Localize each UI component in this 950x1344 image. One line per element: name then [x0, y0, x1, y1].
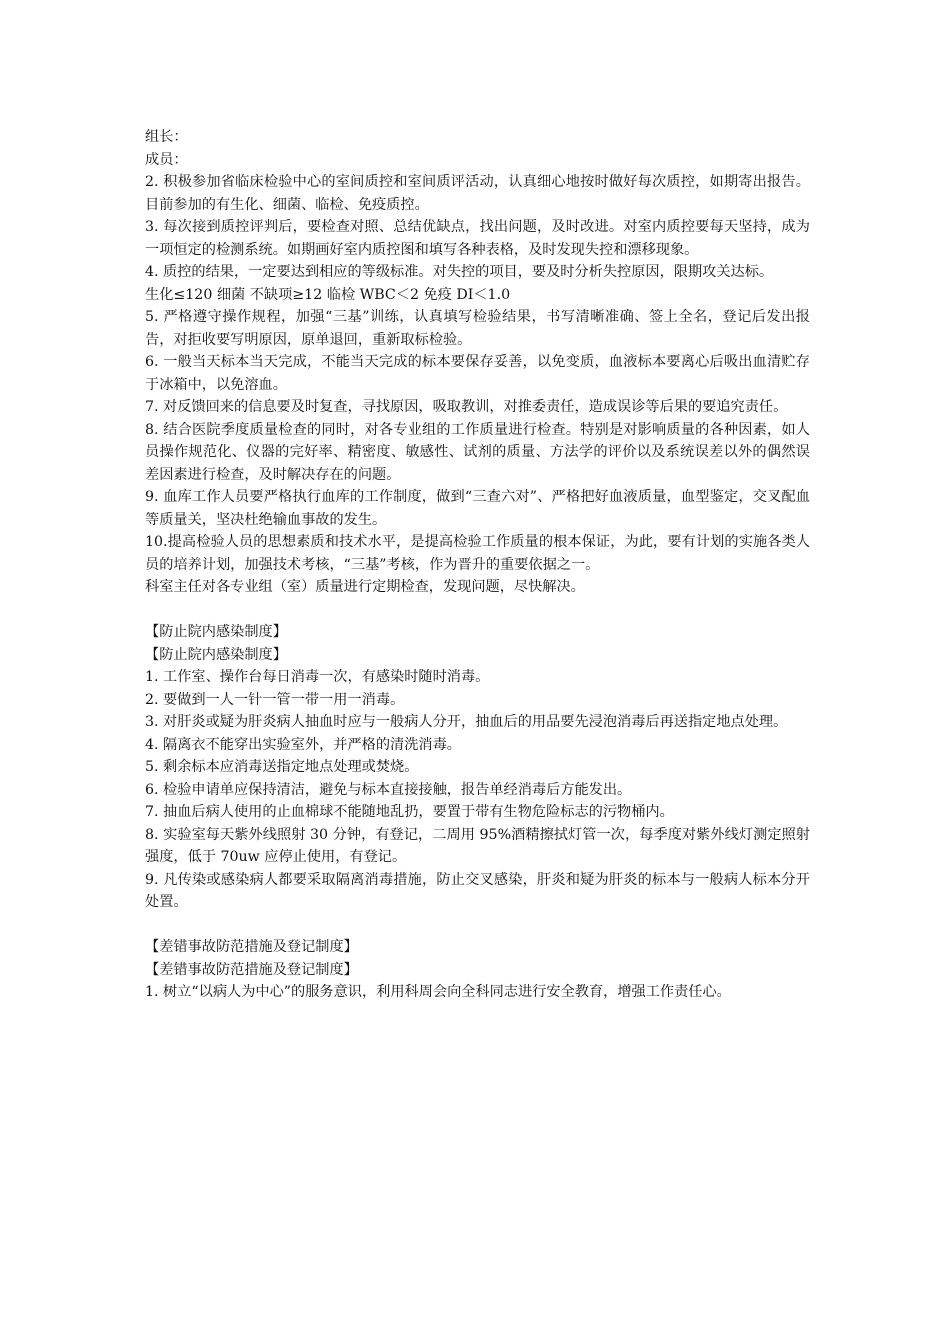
infection-item-4: 4. 隔离衣不能穿出实验室外，并严格的清洗消毒。 — [145, 736, 461, 753]
infection-item-6: 6. 检验申请单应保持清洁，避免与标本直接接触，报告单经消毒后方能发出。 — [145, 781, 632, 798]
infection-item-7: 7. 抽血后病人使用的止血棉球不能随地乱扔，要置于带有生物危险标志的污物桶内。 — [145, 804, 674, 820]
infection-item-1: 1. 工作室、操作台每日消毒一次，有感染时随时消毒。 — [145, 669, 490, 685]
infection-item-9: 9. 凡传染或感染病人都要采取隔离消毒措施，防止交叉感染，肝炎和疑为肝炎的标本与一般病人标本分开处置。 — [145, 871, 810, 910]
section-heading: 【防止院内感染制度】 — [145, 624, 287, 640]
error-prevention-section — [145, 936, 810, 1004]
document-page — [145, 126, 810, 1004]
spacer — [145, 914, 810, 937]
infection-control-section — [145, 621, 810, 914]
infection-item-2: 2. 要做到一人一针一管一带一用一消毒。 — [145, 691, 405, 708]
standards-line: 生化≤120 细菌 不缺项≥12 临检 WBC＜2 免疫 DI＜1.0 — [145, 286, 511, 303]
paragraph-item-3: 3. 每次接到质控评判后，要检查对照、总结优缺点，找出问题，及时改进。对室内质控要每天坚持，成为一项恒定的检测系统。如期画好室内质控图和填写各种表格，及时发现失控和漂移现象。 — [145, 219, 810, 258]
section-heading: 【差错事故防范措施及登记制度】 — [145, 939, 358, 955]
infection-item-8: 8. 实验室每天紫外线照射 30 分钟，有登记，二周用 95%酒精擦拭灯管一次，每季度对紫外线灯测定照射强度，低于 70uw 应停止使用，有登记。 — [145, 826, 810, 865]
paragraph-item-6: 6. 一般当天标本当天完成，不能当天完成的标本要保存妥善，以免变质，血液标本要离心后吸出血清贮存于冰箱中，以免溶血。 — [145, 354, 810, 393]
quality-control-section — [145, 126, 810, 599]
group-leader-line: 组长： — [145, 129, 188, 145]
section-subheading: 【防止院内感染制度】 — [145, 646, 287, 663]
paragraph-item-8: 8. 结合医院季度质量检查的同时，对各专业组的工作质量进行检查。特别是对影响质量的各种因素，如人员操作规范化、仪器的完好率、精密度、敏感性、试剂的质量、方法学的评价以及系统误差以外的偶然误差因素进行检查，及时解决存在的问题。 — [145, 421, 810, 483]
paragraph-item-4: 4. 质控的结果，一定要达到相应的等级标准。对失控的项目，要及时分析失控原因，限期攻关达标。 — [145, 264, 774, 280]
paragraph-item-7: 7. 对反馈回来的信息要及时复查，寻找原因，吸取教训，对推委责任，造成误诊等后果的要追究责任。 — [145, 399, 788, 415]
members-line: 成员： — [145, 151, 188, 168]
paragraph-item-10: 10.提高检验人员的思想素质和技术水平，是提高检验工作质量的根本保证，为此，要有计划的实施各类人员的培养计划，加强技术考核，“三基”考核，作为晋升的重要依据之一。 — [145, 534, 810, 573]
infection-item-5: 5. 剩余标本应消毒送指定地点处理或焚烧。 — [145, 759, 419, 775]
error-item-1: 1. 树立“以病人为中心”的服务意识，利用科周会向全科同志进行安全教育，增强工作责任心。 — [145, 984, 731, 1000]
director-check-line: 科室主任对各专业组（室）质量进行定期检查，发现问题，尽快解决。 — [145, 579, 585, 595]
paragraph-item-2: 2. 积极参加省临床检验中心的室间质控和室间质评活动，认真细心地按时做好每次质控，如期寄出报告。目前参加的有生化、细菌、临检、免疫质控。 — [145, 174, 810, 213]
paragraph-item-5: 5. 严格遵守操作规程，加强“三基”训练，认真填写检验结果，书写清晰准确、签上全名，登记后发出报告，对拒收要写明原因，原单退回，重新取标检验。 — [145, 309, 810, 348]
spacer — [145, 599, 810, 622]
infection-item-3: 3. 对肝炎或疑为肝炎病人抽血时应与一般病人分开，抽血后的用品要先浸泡消毒后再送指定地点处理。 — [145, 714, 788, 730]
section-subheading: 【差错事故防范措施及登记制度】 — [145, 961, 358, 978]
paragraph-item-9: 9. 血库工作人员要严格执行血库的工作制度，做到“三查六对”、严格把好血液质量，血型鉴定，交叉配血等质量关，坚决杜绝输血事故的发生。 — [145, 489, 810, 528]
